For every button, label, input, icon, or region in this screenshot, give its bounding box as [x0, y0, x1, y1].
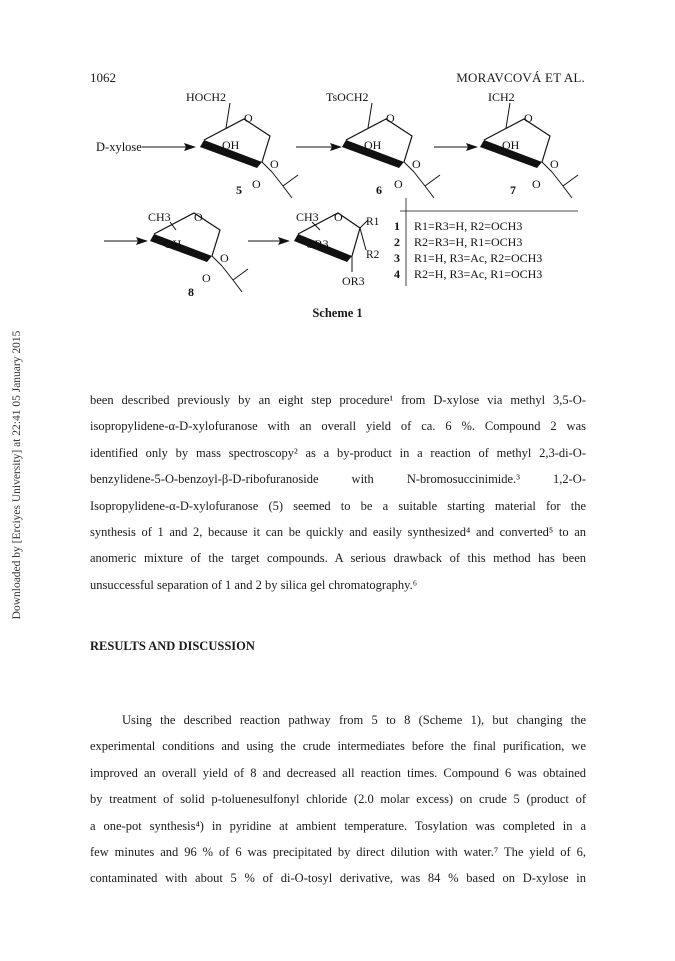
c5-group-label: CH3: [296, 210, 319, 224]
ring-bond: [360, 228, 366, 250]
text-line: improved an overall yield of 8 and decreased all reaction times. Compound 6 was obtained: [90, 765, 586, 780]
isopropylidene-bond: [222, 266, 242, 292]
table-row-text: R2=H, R3=Ac, R1=OCH3: [414, 267, 543, 281]
text-line: a one-pot synthesis⁴) in pyridine at ambient temperature. Tosylation was completed in a: [90, 818, 586, 833]
d-xylose-label: D-xylose: [96, 140, 142, 154]
acetal-oxygen-label: O: [220, 251, 229, 265]
ring-oxygen-label: O: [386, 111, 395, 125]
ring-bond: [506, 103, 510, 128]
isopropylidene-bond: [425, 175, 440, 186]
hydroxyl-label: OH: [502, 138, 520, 152]
page-number: 1062: [90, 70, 116, 85]
isopropylidene-bond: [552, 172, 572, 198]
compound-6-structure: [326, 90, 440, 198]
table-row-text: R1=H, R3=Ac, R2=OCH3: [414, 251, 543, 265]
text-line: unsuccessful separation of 1 and 2 by silica gel chromatography.⁶: [90, 577, 418, 592]
results-paragraph: [90, 707, 586, 892]
product-structure: [294, 210, 380, 288]
text-line: Isopropylidene-α-D-xylofuranose (5) seemed to be a suitable starting material for the: [90, 498, 586, 513]
text-line: by treatment of solid p-toluenesulfonyl chloride (2.0 molar excess) on crude 5 (product of: [90, 792, 586, 807]
compound-number: 6: [376, 183, 382, 197]
hydroxyl-label: OH: [364, 138, 382, 152]
c5-group-label: HOCH2: [186, 90, 227, 104]
c5-group-label: CH3: [148, 210, 171, 224]
ring-oxygen-label: O: [194, 210, 203, 224]
compound-7-structure: [480, 90, 578, 198]
table-row-number: 4: [394, 267, 400, 281]
download-watermark-text: Downloaded by [Erciyes University] at 22:41 05 January 2015: [11, 330, 23, 620]
compound-number: 5: [236, 183, 242, 197]
ring-oxygen-label: O: [524, 111, 533, 125]
download-watermark: [10, 310, 24, 640]
ring-bond: [368, 103, 372, 128]
c5-group-label: ICH2: [488, 90, 515, 104]
acetal-oxygen-label: O: [270, 157, 279, 171]
hydroxyl-label: OH: [222, 138, 240, 152]
acetal-oxygen-label: O: [252, 177, 261, 191]
text-line: been described previously by an eight step procedure¹ from D-xylose via methyl 3,5-O-: [90, 393, 586, 407]
table-row-number: 2: [394, 235, 400, 249]
running-head: MORAVCOVÁ ET AL.: [456, 70, 585, 85]
text-line: isopropylidene-α-D-xylofuranose with an overall yield of ca. 6 %. Compound 2 was: [90, 419, 586, 434]
text-line: contaminated with about 5 % of di-O-tosyl derivative, was 84 % based on D-xylose in: [90, 871, 586, 886]
isopropylidene-bond: [414, 172, 434, 198]
text-line: few minutes and 96 % of 6 was precipitated by direct dilution with water.⁷ The yield of 6,: [90, 845, 586, 860]
isopropylidene-bond: [283, 175, 298, 186]
acetal-oxygen-label: O: [550, 157, 559, 171]
acetal-oxygen-label: O: [202, 271, 211, 285]
acetal-oxygen-label: O: [532, 177, 541, 191]
table-row-text: R2=R3=H, R1=OCH3: [414, 235, 523, 249]
scheme-caption: Scheme 1: [312, 306, 363, 320]
section-heading: RESULTS AND DISCUSSION: [90, 639, 255, 653]
compound-8-structure: [148, 210, 248, 299]
ring-oxygen-label: O: [334, 210, 343, 224]
ring-oxygen-label: O: [244, 111, 253, 125]
table-row-text: R1=R3=H, R2=OCH3: [414, 219, 523, 233]
table-row-number: 3: [394, 251, 400, 265]
isopropylidene-bond: [563, 175, 578, 186]
r1-label: R1: [366, 216, 380, 228]
acetal-oxygen-label: O: [412, 157, 421, 171]
text-line: identified only by mass spectroscopy² as a by-product in a reaction of methyl 2,3-di-O-: [90, 445, 586, 460]
text-line: experimental conditions and using the crude intermediates before the final purification, we: [90, 739, 586, 754]
c5-group-label: TsOCH2: [326, 90, 369, 104]
or3-label: OR3: [342, 274, 365, 288]
isopropylidene-bond: [233, 269, 248, 280]
text-line: Using the described reaction pathway from 5 to 8 (Scheme 1), but changing the: [122, 713, 586, 727]
compound-5-structure: [186, 90, 298, 198]
intro-paragraph: [90, 387, 586, 598]
compound-number: 8: [188, 285, 194, 299]
ring-bond: [226, 103, 230, 128]
text-line: benzylidene-5-O-benzoyl-β-D-ribofuranoside with N-bromosuccinimide.³ 1,2-O-: [90, 472, 586, 487]
reaction-scheme: [0, 0, 675, 300]
text-line: anomeric mixture of the target compounds. A serious drawback of this method has been: [90, 551, 586, 566]
or3-label: OR3: [306, 237, 329, 251]
acetal-oxygen-label: O: [394, 177, 403, 191]
hydroxyl-label: OH: [164, 237, 182, 251]
compound-number: 7: [510, 183, 516, 197]
table-row-number: 1: [394, 219, 400, 233]
r2-label: R2: [366, 249, 380, 261]
substituent-table: [394, 198, 578, 286]
isopropylidene-bond: [272, 172, 292, 198]
text-line: synthesis of 1 and 2, because it can be quickly and easily synthesized⁴ and converted⁵ to an: [90, 525, 586, 540]
